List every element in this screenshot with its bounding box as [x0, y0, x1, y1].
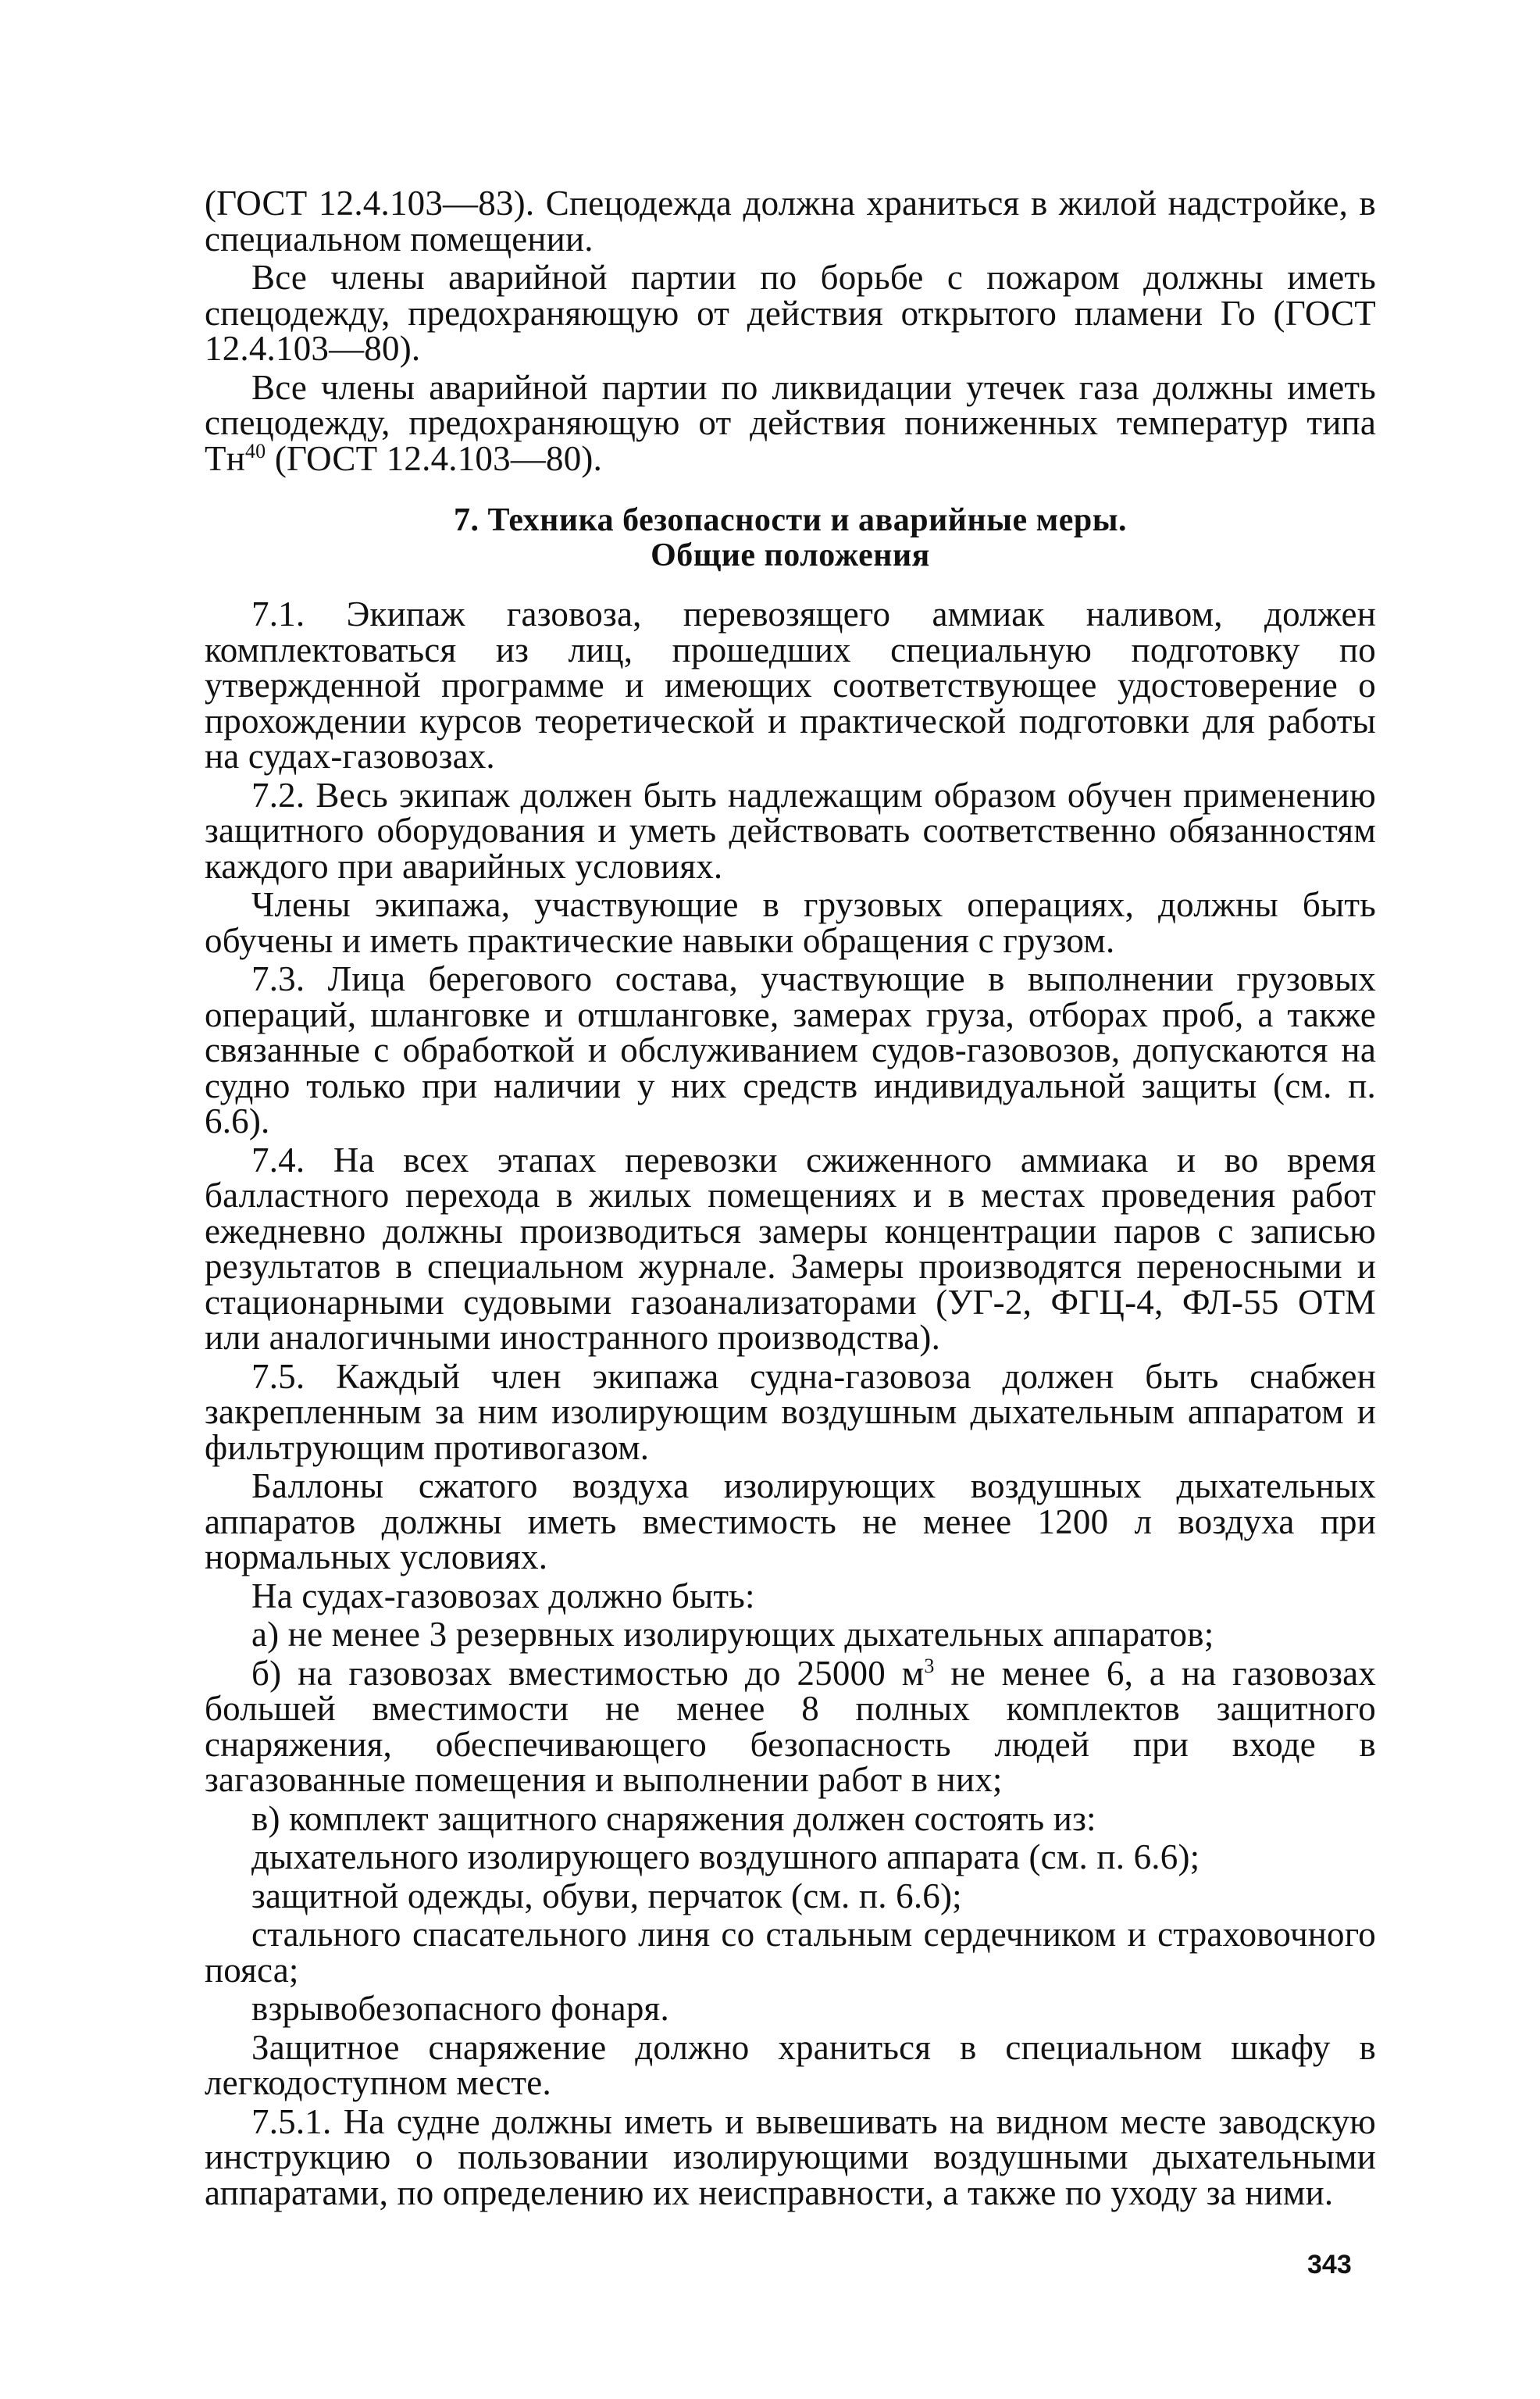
clause-7-5-item-v1: дыхательного изолирующего воздушного аппарата (см. п. 6.6);: [251, 1837, 1200, 1876]
section-heading-title: 7. Техника безопасности и аварийные меры.: [453, 502, 1128, 538]
gas-leak-gost: (ГОСТ 12.4.103—80).: [266, 438, 603, 478]
document-page: [205, 186, 1376, 2211]
section-heading-subtitle: Общие положения: [651, 537, 930, 573]
clause-7-5: 7.5. Каждый член экипажа судна-газовоза должен быть снабжен закрепленным за ним изолирующим воздушным дыхательным аппаратом и фильтрующим противогазом.: [205, 1356, 1376, 1467]
item-b-text: б) на газовозах вместимостью до 25000 м: [251, 1653, 925, 1693]
clause-7-5-intro: На судах-газовозах должно быть:: [251, 1576, 755, 1615]
clause-7-2: 7.2. Весь экипаж должен быть надлежащим образом обучен применению защитного оборудования и уметь действовать соответственно обязанностям каждого при аварийных условиях.: [205, 775, 1376, 886]
clause-7-5-item-v2: защитной одежды, обуви, перчаток (см. п. 6.6);: [251, 1876, 962, 1915]
cubic-superscript: 3: [924, 1654, 935, 1677]
temperature-superscript: 40: [244, 439, 266, 462]
item-b-text-rest: не менее 6, а на газовозах большей вместимости не менее 8 полных комплектов защитного снаряжения, обеспечивающего безопасность людей при входе в загазованные помещения и выполнении работ в них;: [205, 1653, 1376, 1799]
clause-7-4: 7.4. На всех этапах перевозки сжиженного аммиака и во время балластного перехода в жилых помещениях и в местах проведения работ ежедневно должны производиться замеры концентрации паров с записью результатов в специальном журнале. Замеры производятся переносными и стационарными судовыми газоанализаторами (УГ-2, ФГЦ-4, ФЛ-55 ОТМ или аналогичными иностранного производства).: [205, 1140, 1376, 1357]
clause-7-5-item-v4: взрывобезопасного фонаря.: [251, 1989, 669, 2028]
clause-7-2-continued: Члены экипажа, участвующие в грузовых операциях, должны быть обучены и иметь практические навыки обращения с грузом.: [205, 885, 1376, 960]
clause-7-3: 7.3. Лица берегового состава, участвующие в выполнении грузовых операций, шланговке и отшланговке, замерах груза, отборах проб, а также связанные с обработкой и обслуживанием судов-газовозов, допускаются на судно только при наличии у них средств индивидуальной защиты (см. п. 6.6).: [205, 959, 1376, 1141]
clause-7-5-1: 7.5.1. На судне должны иметь и вывешивать на видном месте заводскую инструкцию о пользовании изолирующими воздушными дыхательными аппаратами, по определению их неисправности, а также по уходу за ними.: [205, 2101, 1376, 2212]
gas-leak-text: Все члены аварийной партии по ликвидации утечек газа должны иметь спецодежду, предохраняющую от действия пониженных температур типа Тн: [205, 367, 1376, 478]
clause-7-5-item-a: а) не менее 3 резервных изолирующих дыхательных аппаратов;: [251, 1615, 1214, 1654]
clause-7-5-item-b: [205, 1653, 1376, 1799]
page-number: 343: [1307, 2250, 1352, 2279]
paragraph-fire-party: Все члены аварийной партии по борьбе с пожаром должны иметь спецодежду, предохраняющую от действия открытого пламени Го (ГОСТ 12.4.103—80).: [205, 258, 1376, 368]
clause-7-1: 7.1. Экипаж газовоза, перевозящего аммиак наливом, должен комплектоваться из лиц, прошедших специальную подготовку по утвержденной программе и имеющих соответствующее удостоверение о прохождении курсов теоретической и практической подготовки для работы на судах-газовозах.: [205, 594, 1376, 776]
clause-7-5-storage: Защитное снаряжение должно храниться в специальном шкафу в легкодоступном месте.: [205, 2027, 1376, 2102]
paragraph-gas-leak-party: [205, 367, 1376, 478]
section-heading: [205, 503, 1376, 573]
clause-7-5-item-v3: стального спасательного линя со стальным сердечником и страховочного пояса;: [205, 1915, 1376, 1990]
clause-7-5-cylinders: Баллоны сжатого воздуха изолирующих воздушных дыхательных аппаратов должны иметь вместимость не менее 1200 л воздуха при нормальных условиях.: [205, 1466, 1376, 1576]
paragraph-storage: (ГОСТ 12.4.103—83). Спецодежда должна храниться в жилой надстройке, в специальном помещении.: [205, 184, 1376, 259]
clause-7-5-item-v: в) комплект защитного снаряжения должен состоять из:: [251, 1798, 1096, 1838]
